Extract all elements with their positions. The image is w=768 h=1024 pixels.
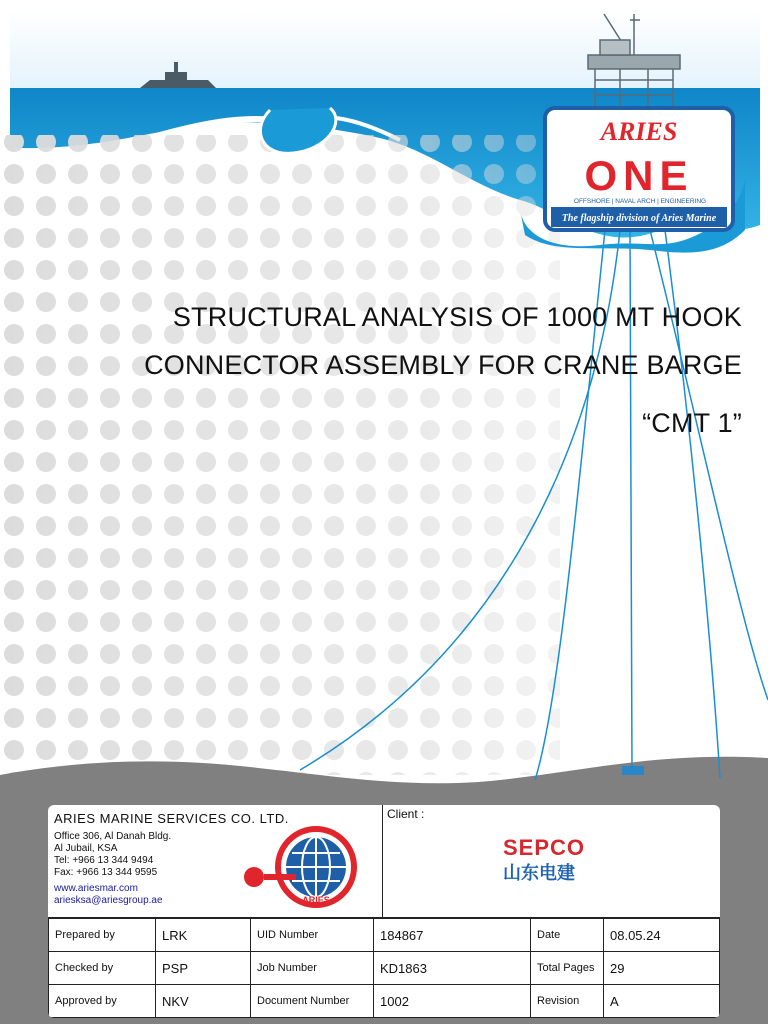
company-fax: Fax: +966 13 344 9595 xyxy=(54,867,158,878)
document-title-line-2: CONNECTOR ASSEMBLY FOR CRANE BARGE xyxy=(144,350,742,380)
revision-label: Revision xyxy=(531,985,604,1018)
company-address-1: Office 306, Al Danah Bldg. xyxy=(54,831,172,842)
svg-text:OFFSHORE | NAVAL ARCH | ENGINE: OFFSHORE | NAVAL ARCH | ENGINEERING xyxy=(573,198,707,205)
aries-seal-logo xyxy=(236,825,366,915)
document-title-line-3: “CMT 1” xyxy=(642,408,742,438)
company-name: ARIES MARINE SERVICES CO. LTD. xyxy=(54,811,289,826)
checked-by-value: PSP xyxy=(156,952,251,985)
total-pages-value: 29 xyxy=(604,952,720,985)
job-number-label: Job Number xyxy=(251,952,374,985)
company-website-link[interactable]: www.ariesmar.com xyxy=(54,883,138,894)
table-row xyxy=(49,985,720,1018)
client-info xyxy=(383,805,720,918)
sepco-logo xyxy=(498,835,638,885)
aries-one-logo xyxy=(545,108,733,230)
company-address-2: Al Jubail, KSA xyxy=(54,843,118,854)
table-row xyxy=(49,919,720,952)
title-block xyxy=(48,805,720,1018)
uid-label: UID Number xyxy=(251,919,374,952)
svg-text:ARIES: ARIES xyxy=(302,895,330,905)
document-title-line-1: STRUCTURAL ANALYSIS OF 1000 MT HOOK xyxy=(172,302,742,332)
approved-by-value: NKV xyxy=(156,985,251,1018)
document-number-value: 1002 xyxy=(374,985,531,1018)
checked-by-label: Checked by xyxy=(49,952,156,985)
svg-text:SEPCO: SEPCO xyxy=(503,835,586,860)
company-tel: Tel: +966 13 344 9494 xyxy=(54,855,154,866)
approved-by-label: Approved by xyxy=(49,985,156,1018)
svg-text:ONE: ONE xyxy=(584,152,694,199)
anchor-block xyxy=(622,766,644,775)
total-pages-label: Total Pages xyxy=(531,952,604,985)
uid-value: 184867 xyxy=(374,919,531,952)
svg-text:ARIES: ARIES xyxy=(600,117,678,146)
date-label: Date xyxy=(531,919,604,952)
document-control-table xyxy=(48,918,720,1018)
prepared-by-value: LRK xyxy=(156,919,251,952)
table-row xyxy=(49,952,720,985)
prepared-by-label: Prepared by xyxy=(49,919,156,952)
date-value: 08.05.24 xyxy=(604,919,720,952)
company-info xyxy=(48,805,383,918)
revision-value: A xyxy=(604,985,720,1018)
document-number-label: Document Number xyxy=(251,985,374,1018)
svg-text:山东电建: 山东电建 xyxy=(503,863,575,884)
job-number-value: KD1863 xyxy=(374,952,531,985)
company-email-link[interactable]: ariesksa@ariesgroup.ae xyxy=(54,895,163,906)
svg-text:The flagship division of Aries: The flagship division of Aries Marine xyxy=(561,213,717,224)
client-label: Client : xyxy=(387,807,425,821)
